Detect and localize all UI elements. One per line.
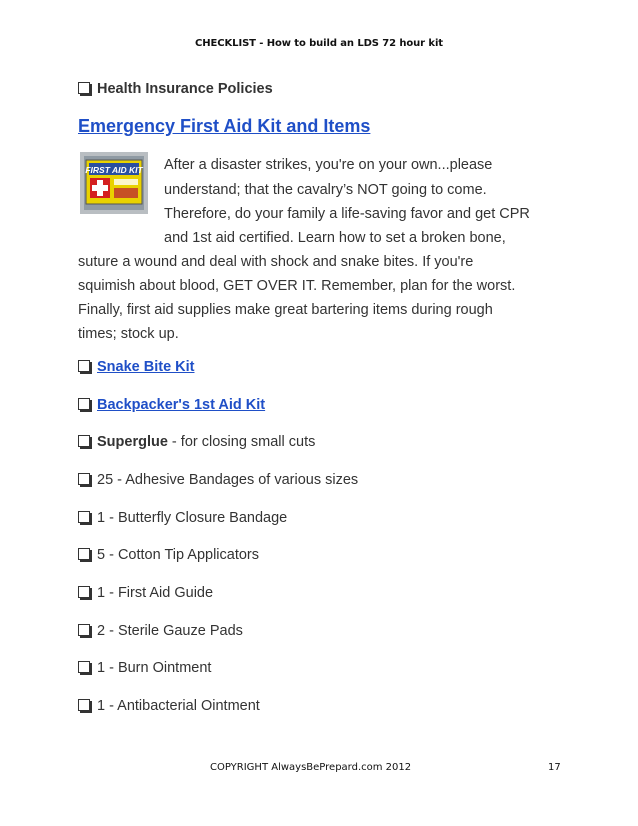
footer-copyright: COPYRIGHT AlwaysBePrepard.com 2012: [210, 762, 412, 773]
checkbox-icon[interactable]: [78, 699, 90, 711]
paragraph-line: squimish about blood, GET OVER IT. Remember, plan for the worst.: [78, 278, 516, 294]
checkbox-icon[interactable]: [78, 435, 90, 447]
paragraph-line: Finally, first aid supplies make great bartering items during rough: [78, 302, 493, 318]
paragraph-line: understand; that the cavalry’s NOT going to come.: [164, 182, 487, 198]
checkbox-icon[interactable]: [78, 548, 90, 560]
checklist-item-snake-bite: [78, 358, 195, 376]
backpacker-link[interactable]: Backpacker's 1st Aid Kit: [97, 397, 266, 413]
first-aid-kit-image: [80, 152, 148, 214]
checkbox-icon[interactable]: [78, 360, 90, 372]
checklist-item-health-insurance: Health Insurance Policies: [78, 80, 273, 98]
checklist-item-antibacterial: 1 - Antibacterial Ointment: [78, 697, 260, 715]
checklist-item-superglue: Superglue - for closing small cuts: [78, 433, 315, 451]
checklist-item-cotton: 5 - Cotton Tip Applicators: [78, 546, 259, 564]
paragraph-line: Therefore, do your family a life-saving favor and get CPR: [164, 206, 530, 222]
section-heading[interactable]: Emergency First Aid Kit and Items: [78, 116, 371, 136]
checkbox-icon[interactable]: [78, 398, 90, 410]
page-header: CHECKLIST - How to build an LDS 72 hour kit: [195, 38, 443, 49]
checklist-item-butterfly: 1 - Butterfly Closure Bandage: [78, 509, 287, 527]
checkbox-icon[interactable]: [78, 473, 90, 485]
paragraph-line: and 1st aid certified. Learn how to set a broken bone,: [164, 230, 506, 246]
checkbox-icon[interactable]: [78, 624, 90, 636]
paragraph-line: After a disaster strikes, you're on your own...please: [164, 157, 493, 173]
checklist-item-guide: 1 - First Aid Guide: [78, 584, 213, 602]
checklist-item-gauze: 2 - Sterile Gauze Pads: [78, 622, 243, 640]
checklist-item-burn: 1 - Burn Ointment: [78, 659, 211, 677]
checkbox-icon[interactable]: [78, 82, 90, 94]
paragraph-line: suture a wound and deal with shock and snake bites. If you're: [78, 254, 474, 270]
checklist-item-bandages: 25 - Adhesive Bandages of various sizes: [78, 471, 358, 489]
checkbox-icon[interactable]: [78, 661, 90, 673]
page-number: 17: [548, 762, 561, 773]
checkbox-icon[interactable]: [78, 511, 90, 523]
checklist-item-backpacker: [78, 396, 265, 414]
kit-label: FIRST AID KIT: [85, 165, 143, 175]
checkbox-icon[interactable]: [78, 586, 90, 598]
paragraph-line: times; stock up.: [78, 326, 179, 342]
snake-bite-link[interactable]: Snake Bite Kit: [97, 359, 195, 375]
